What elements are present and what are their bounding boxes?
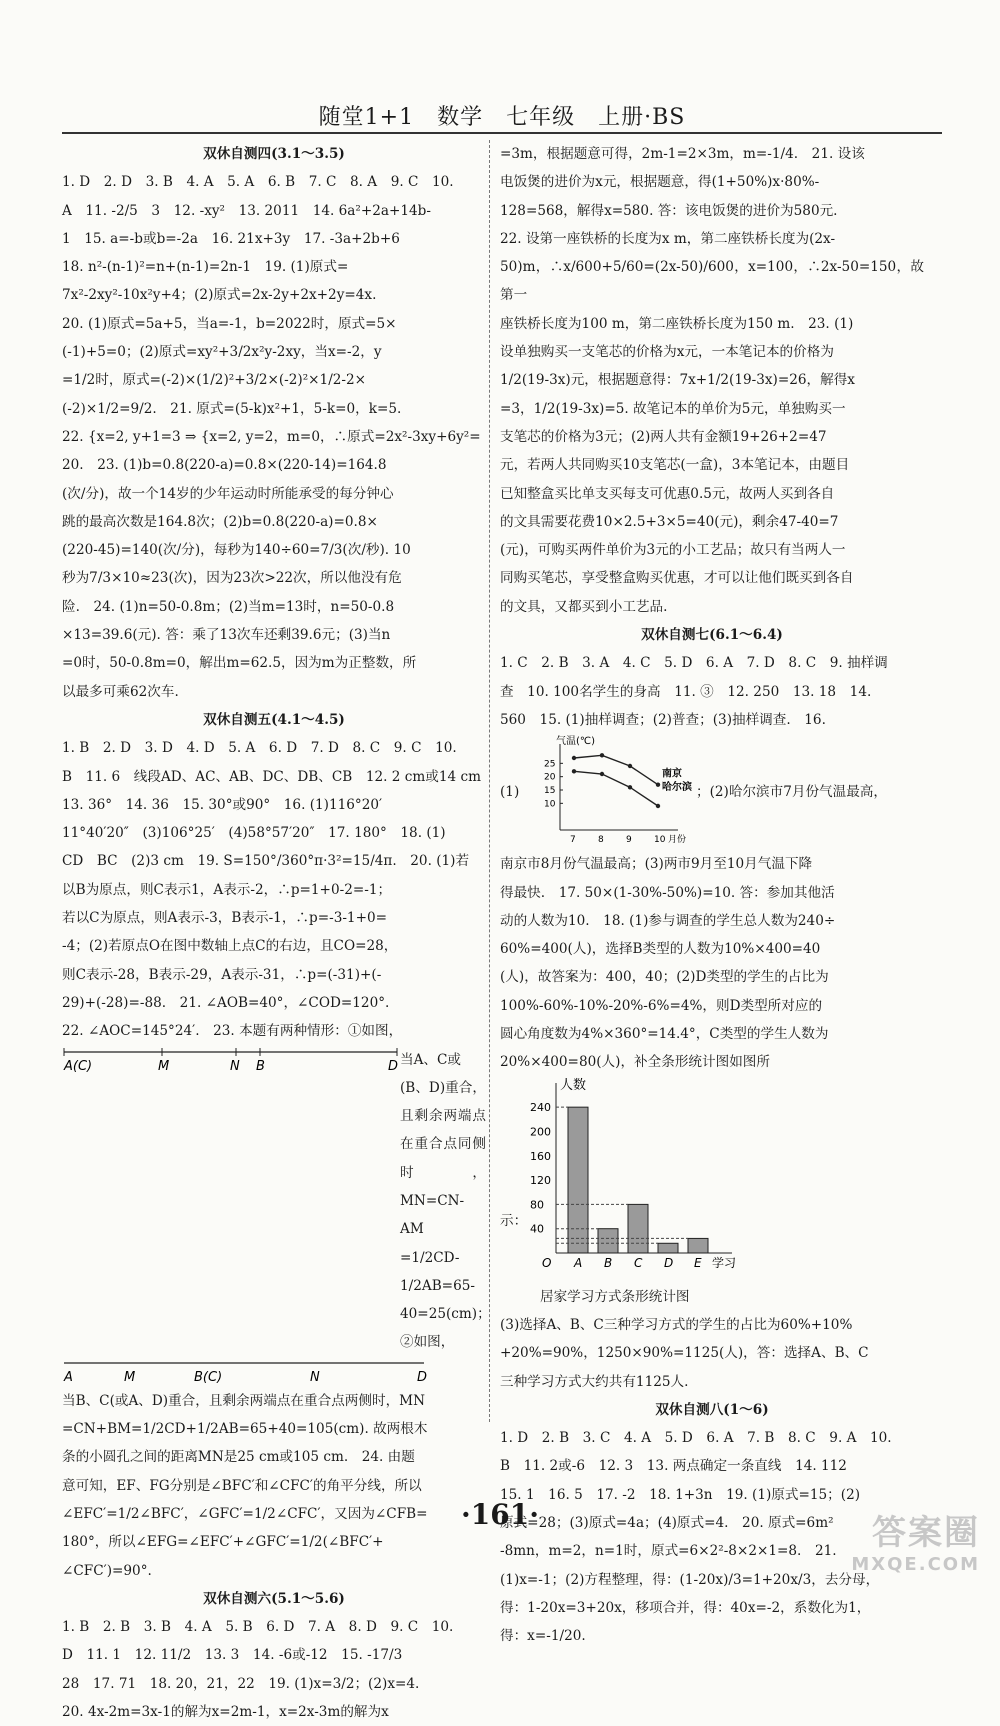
text-line: 设单独购买一支笔芯的价格为x元，一本笔记本的价格为 [500,344,834,361]
section-s4-body [62,168,486,706]
bar-E [688,1238,708,1253]
text-line: =CN+BM=1/2CD+1/2AB=65+40=105(cm). 故两根木 [62,1421,428,1438]
text-line: CD BC (2)3 cm 19. S=150°/360°π·3²=15/4π. 20. (1)若 [62,853,470,870]
text-line: 已知整盒买比单支买每支可优惠0.5元，故两人买到各自 [500,485,835,502]
y-tick-label: 80 [530,1197,544,1211]
bar-chart-title: 居家学习方式条形统计图 [540,1288,690,1305]
text-line: 若以C为原点，则A表示-3，B表示-1，∴p=-3-1+0= [62,910,388,927]
text-line: 以B为原点，则C表示1，A表示-2，∴p=1+0-2=-1； [62,881,392,898]
section-title-s8: 双休自测八(1～6) [655,1401,769,1418]
y-tick-label: 200 [530,1125,551,1139]
x-axis-label: 学习 [712,1255,737,1270]
text-line: 跳的最高次数是164.8次；(2)b=0.8(220-a)=0.8× [62,513,378,530]
text-line: 1. B 2. B 3. B 4. A 5. B 6. D 7. A 8. D 9. C 10. [62,1619,454,1636]
x-tick-label: 9 [626,835,632,846]
text-line: 20%×400=80(人)，补全条形统计图如图所 [500,1054,770,1071]
y-tick-label: 120 [530,1173,551,1187]
x-tick-label: D [664,1255,674,1270]
text-line: =3，1/2(19-3x)=5. 故笔记本的单价为5元，单独购买一 [500,400,846,417]
text-line: (-2)×1/2=9/2. 21. 原式=(5-k)x²+1，5-k=0，k=5. [62,400,402,417]
text-line: 圆心角度数为4%×360°=14.4°，C类型的学生人数为 [500,1026,829,1043]
bar-row [500,1077,924,1283]
study-method-bar-chart [522,1077,762,1287]
text-line: 22. {x=2, y+1=3 ⇒ {x=2, y=2，m=0，∴原式=2x²-3xy+6y²= [62,428,481,445]
text-line: 得最快. 17. 50×(1-30%-50%)=10. 答：参加其他活 [500,884,835,901]
seg1-label-d: D [388,1058,399,1074]
section-title-s4: 双休自测四(3.1～3.5) [203,146,345,162]
y-tick-label: 160 [530,1149,551,1163]
series-point [628,785,632,789]
x-tick-label: 8 [598,835,604,846]
text-line: 1. C 2. B 3. A 4. C 5. D 6. A 7. D 8. C 9. 抽样调 [500,655,888,672]
series-point [628,764,632,768]
text-line: 意可知，EF、FG分别是∠BFC′和∠CFC′的角平分线，所以 [62,1477,422,1494]
text-line: B 11. 2或-6 12. 3 13. 两点确定一条直线 14. 112 [500,1458,847,1475]
origin-label: O [542,1255,552,1270]
segment-figure-1 [62,1046,486,1076]
segment-figure-2 [62,1357,486,1387]
text-line: =0时，50-0.8m=0，解出m=62.5，因为m为正整数，所 [62,655,417,672]
text-line: 支笔芯的价格为3元；(2)两人共有金额19+26+2=47 [500,428,827,445]
seg1-label-b: B [256,1058,265,1074]
bar-B [598,1228,618,1252]
text-line: 条的小圆孔之间的距离MN是25 cm或105 cm. 24. 由题 [62,1449,415,1466]
q16-suffix: ；(2)哈尔滨市7月份气温最高， [696,784,888,801]
text-line: 1 15. a=-b或b=-2a 16. 21x+3y 17. -3a+2b+6 [62,230,400,247]
left-column [62,140,491,1726]
series-point [600,753,604,757]
seg2-label-a: A [64,1369,73,1385]
text-line: (B、D)重合，且剩余两端点在重合点同侧时，MN=CN-AM [400,1079,486,1238]
x-tick-label: B [604,1255,613,1270]
seg1-label-n: N [230,1058,240,1074]
series-label: 南京 [662,768,682,780]
watermark-url: MXQE.COM [851,1554,980,1575]
y-axis-label: 气温(℃) [556,736,596,748]
text-line: 的文具需要花费10×2.5+3×5=40(元)，剩余47-40=7 [500,513,839,530]
text-line: =1/2时，原式=(-2)×(1/2)²+3/2×(-2)²×1/2-2× [62,372,367,389]
section-s7-body-b [500,850,924,1076]
right-column [500,140,924,1650]
seg2-label-n: N [310,1369,320,1385]
text-line: (次/分)，故一个14岁的少年运动时所能承受的每分钟心 [62,485,394,502]
text-line: 1. D 2. B 3. C 4. A 5. D 6. A 7. B 8. C 9. A 10. [500,1430,892,1447]
text-line: 1. B 2. D 3. D 4. D 5. A 6. D 7. D 8. C 9. C 10. [62,740,457,757]
text-line: 18. n²-(n-1)²=n+(n-1)=2n-1 19. (1)原式= [62,259,349,276]
text-line: 15. 1 16. 5 17. -2 18. 1+3n 19. (1)原式=15；(2) [500,1486,861,1503]
text-line: 座铁桥长度为100 m，第二座铁桥长度为150 m. 23. (1) [500,315,854,332]
x-tick-label: E [694,1255,702,1270]
section-title-s6: 双休自测六(5.1～5.6) [203,1590,345,1607]
x-tick-label: 7 [570,835,576,846]
text-line: =1/2CD-1/2AB=65-40=25(cm)；②如图， [400,1249,491,1351]
text-line: 动的人数为10. 18. (1)参与调查的学生总人数为240÷ [500,912,836,929]
text-line: (1)x=-1；(2)方程整理，得：(1-20x)/3=1+20x/3，去分母， [500,1571,880,1588]
text-line: 13. 36° 14. 36 15. 30°或90° 16. (1)116°20′ [62,796,383,813]
text-line: 同购买笔芯，享受整盒购买优惠，才可以让他们既买到各自 [500,570,854,587]
text-line: (220-45)=140(次/分)，每秒为140÷60=7/3(次/秒). 10 [62,542,411,559]
text-line: -8mn，m=2，n=1时，原式=6×2²-8×2×1=8. 21. [500,1543,837,1560]
text-line: A 11. -2/5 3 12. -xy² 13. 2011 14. 6a²+2a+14b- [62,202,431,219]
bar-prefix: 示： [500,1212,528,1229]
section-r1-body [500,140,924,621]
text-line: 28 17. 71 18. 20，21，22 19. (1)x=3/2；(2)x=4. [62,1675,420,1692]
text-line: 29)+(-28)=-88. 21. ∠AOB=40°，∠COD=120°. [62,994,390,1011]
page-header: 随堂1+1 数学 七年级 上册·BS [318,105,686,130]
section-s7-body-a [500,649,924,734]
text-line: 元，若两人共同购买10支笔芯(一盒)，3本笔记本，由题目 [500,457,850,474]
text-line: 20. 4x-2m=3x-1的解为x=2m-1，x=2x-3m的解为x [62,1704,389,1721]
series-point [656,804,660,808]
x-axis-label: 月份 [668,835,687,846]
text-line: 则C表示-28，B表示-29，A表示-31，∴p=(-31)+(- [62,966,382,983]
text-line: 128=568，解得x=580. 答：该电饭煲的进价为580元. [500,202,838,219]
column-divider [489,140,490,1422]
text-line: =3m，根据题意可得，2m-1=2×3m，m=-1/4. 21. 设该 [500,146,865,162]
text-line: -4；(2)若原点O在图中数轴上点C的右边，且CO=28， [62,938,398,955]
bar-C [628,1204,648,1253]
watermark [830,1505,980,1575]
q16-prefix: (1) [500,784,520,801]
seg2-label-m: M [124,1369,136,1385]
text-line: (元)，可购买两件单价为3元的小工艺品；故只有当两人一 [500,542,846,559]
section-title-s7: 双休自测七(6.1～6.4) [641,627,783,644]
text-line: 560 15. (1)抽样调查；(2)普查；(3)抽样调查. 16. [500,711,826,728]
series-point [600,772,604,776]
text-line: 查 10. 100名学生的身高 11. ③ 12. 250 13. 18 14. [500,683,872,700]
y-tick-label: 40 [530,1222,544,1236]
section-s5-body-c [62,1387,486,1585]
seg2-label-bc: B(C) [194,1369,223,1385]
text-line: (3)选择A、B、C三种学习方式的学生的占比为60%+10% [500,1316,853,1333]
text-line: 险. 24. (1)n=50-0.8m；(2)当m=13时，n=50-0.8 [62,598,395,615]
text-line: 11°40′20″ (3)106°25′ (4)58°57′20″ 17. 180° 18. (1) [62,825,446,842]
bar-D [658,1243,678,1253]
y-tick-label: 25 [544,759,556,770]
y-axis-label: 人数 [560,1077,587,1093]
seg1-label-m: M [158,1058,170,1074]
text-line: 100%-60%-10%-20%-6%=4%，则D类型所对应的 [500,997,823,1014]
text-line: 22. 设第一座铁桥的长度为x m，第二座铁桥长度为(2x- [500,230,836,247]
text-line: 1. D 2. D 3. B 4. A 5. A 6. B 7. C 8. A 9. C 10. [62,174,454,191]
text-line: 以最多可乘62次车. [62,683,179,700]
text-line: 当A、C或 [400,1051,461,1068]
text-line: 原式=28；(3)原式=4a；(4)原式=4. 20. 原式=6m² [500,1514,834,1531]
text-line: (人)，故答案为：400，40；(2)D类型的学生的占比为 [500,969,829,986]
text-line: 得：1-20x=3+20x，移项合并，得：40x=-2，系数化为1， [500,1599,871,1616]
text-line: 南京市8月份气温最高；(3)两市9月至10月气温下降 [500,856,813,873]
text-line: (-1)+5=0；(2)原式=xy²+3/2x²y-2xy，当x=-2，y [62,344,382,361]
text-line: B 11. 6 线段AD、AC、AB、DC、DB、CB 12. 2 cm或14 cm [62,768,481,785]
text-line: 得：x=-1/20. [500,1628,586,1645]
text-line: 60%=400(人)，选择B类型的人数为10%×400=40 [500,941,821,958]
series-point [572,769,576,773]
text-line: ×13=39.6(元). 答：乘了13次车还剩39.6元；(3)当n [62,627,391,644]
text-line: 180°，所以∠EFG=∠EFC′+∠GFC′=1/2(∠BFC′+ [62,1534,384,1551]
page-number: ·161· [461,1498,539,1531]
section-s5-body-a [62,734,486,1045]
text-line: 20. (1)原式=5a+5，当a=-1，b=2022时，原式=5× [62,315,397,332]
x-tick-label: C [634,1255,643,1270]
text-line: 1/2(19-3x)元，根据题意得：7x+1/2(19-3x)=26，解得x [500,372,855,389]
bar-A [568,1107,588,1253]
section-s5-body-b [62,1046,491,1357]
x-tick-label: A [574,1255,583,1270]
series-label: 哈尔滨 [662,782,692,794]
y-tick-label: 15 [544,786,556,797]
text-line: ∠EFC′=1/2∠BFC′，∠GFC′=1/2∠CFC′，又因为∠CFB= [62,1505,428,1522]
text-line: ∠CFC′)=90°. [62,1562,152,1579]
text-line: +20%=90%，1250×90%=1125(人)，答：选择A、B、C [500,1345,869,1362]
text-line: 秒为7/3×10≈23(次)，因为23次>22次，所以他没有危 [62,570,402,587]
text-line: 7x²-2xy²-10x²y+4；(2)原式=2x-2y+2x+2y=4x. [62,287,377,304]
section-s6-body [62,1613,486,1726]
text-line: D 11. 1 12. 11/2 13. 3 14. -6或-12 15. -17/3 [62,1647,403,1664]
section-s7-body-c [500,1311,924,1396]
y-tick-label: 10 [544,799,556,810]
section-title-s5: 双休自测五(4.1～4.5) [203,711,345,728]
y-tick-label: 20 [544,772,556,783]
text-line: 22. ∠AOC=145°24′. 23. 本题有两种情形：①如图， [62,1023,403,1040]
series-point [572,756,576,760]
q16-row [500,734,924,850]
header-rule [62,132,942,134]
text-line: 20. 23. (1)b=0.8(220-a)=0.8×(220-14)=164.8 [62,457,387,474]
temperature-line-chart [522,734,692,850]
text-line: 电饭煲的进价为x元，根据题意，得(1+50%)x·80%- [500,174,820,191]
text-line: 的文具，又都买到小工艺品. [500,598,668,615]
watermark-logo: 答案圈 [872,1513,980,1553]
x-tick-label: 10 [654,835,666,846]
text-line: 三种学习方式大约共有1125人. [500,1373,689,1390]
seg1-label-a: A(C) [64,1058,93,1074]
text-line: 50)m，∴x/600+5/60=(2x-50)/600，x=100，∴2x-50=150，故第一 [500,259,924,304]
seg2-label-d: D [417,1369,428,1385]
text-line: 当B、C(或A、D)重合，且剩余两端点在重合点两侧时，MN [62,1392,425,1409]
series-point [656,783,660,787]
y-tick-label: 240 [530,1100,551,1114]
